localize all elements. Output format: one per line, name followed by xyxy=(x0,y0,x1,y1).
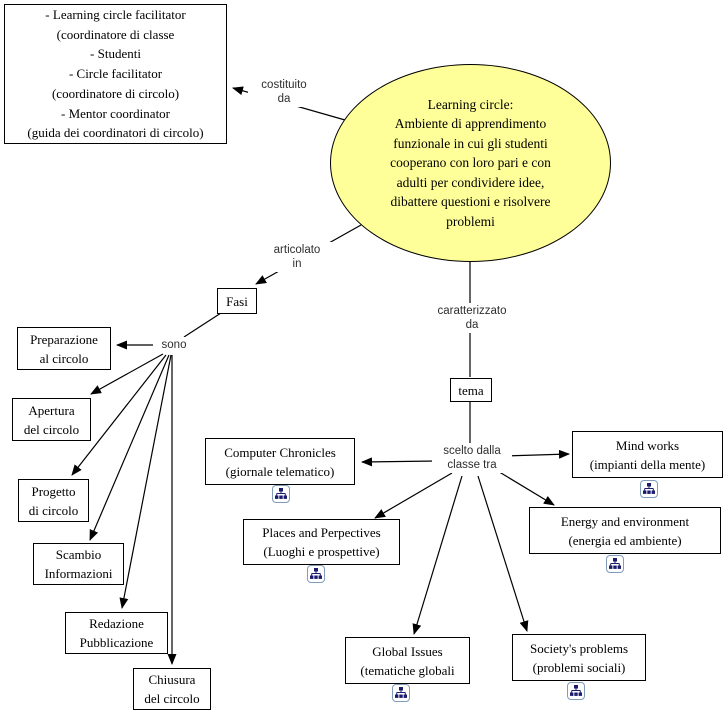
concept-text-line: - Circle facilitator xyxy=(68,66,163,82)
concept-redazione-pubblicazione[interactable]: Redazione Pubblicazione xyxy=(65,612,168,654)
concept-text-line: (guida dei coordinatori di circolo) xyxy=(27,125,204,141)
concept-global-issues[interactable]: Global Issues (tematiche globali xyxy=(345,637,470,684)
concept-text-line: (coordinatore di circolo) xyxy=(51,85,180,101)
concept-text-line: problemi xyxy=(446,213,495,229)
resource-link-icon[interactable] xyxy=(392,684,410,702)
resource-link-icon[interactable] xyxy=(307,565,325,583)
concept-text-line: dibattere questioni e risolvere xyxy=(390,194,551,210)
concept-societys-problems[interactable]: Society's problems (problemi sociali) xyxy=(512,634,646,681)
concept-chiusura-del-circolo[interactable]: Chiusura del circolo xyxy=(133,668,211,710)
concept-text-line: funzionale in cui gli studenti xyxy=(393,135,548,151)
resource-link-icon[interactable] xyxy=(272,485,290,503)
concept-energy-and-environment[interactable]: Energy and environment (energia ed ambiente) xyxy=(529,507,721,554)
concept-mind-works[interactable]: Mind works (impianti della mente) xyxy=(572,431,723,478)
resource-link-icon[interactable] xyxy=(640,480,658,498)
concept-text-line: - Mentor coordinator xyxy=(60,105,171,121)
resource-link-icon[interactable] xyxy=(606,555,624,573)
concept-tema[interactable]: tema xyxy=(450,378,492,402)
concept-text-line: cooperano con loro pari e con xyxy=(390,155,551,171)
concept-places-and-perpectives[interactable]: Places and Perpectives (Luoghi e prospettive) xyxy=(243,519,400,565)
concept-learning-circle[interactable] xyxy=(330,64,611,262)
concept-fasi[interactable]: Fasi xyxy=(217,288,257,314)
resource-link-icon[interactable] xyxy=(567,682,585,700)
link-sono[interactable]: sono xyxy=(153,337,195,353)
concept-text-line: Ambiente di apprendimento xyxy=(394,116,547,132)
concept-apertura-del-circolo[interactable]: Apertura del circolo xyxy=(12,398,91,441)
concept-text-line: (coordinatore di classe xyxy=(56,26,175,42)
concept-text-line: - Learning circle facilitator xyxy=(45,7,186,23)
concept-members[interactable] xyxy=(4,4,227,144)
concept-preparazione-al-circolo[interactable]: Preparazione al circolo xyxy=(17,327,111,370)
concept-text-line: adulti per condividere idee, xyxy=(396,174,545,190)
concept-progetto-di-circolo[interactable]: Progetto di circolo xyxy=(18,479,89,522)
concept-text-line: Learning circle: xyxy=(427,96,514,112)
concept-scambio-informazioni[interactable]: Scambio Informazioni xyxy=(33,543,124,585)
link-caratterizzato-da[interactable]: caratterizzato da xyxy=(430,303,514,333)
concept-computer-chronicles[interactable]: Computer Chronicles (giornale telematico) xyxy=(205,438,355,485)
link-costituito-da[interactable]: costituito da xyxy=(248,77,320,107)
link-articolato-in[interactable]: articolato in xyxy=(262,242,332,272)
link-scelto-dalla-classe-tra[interactable]: scelto dalla classe tra xyxy=(432,443,512,473)
concept-text-line: - Studenti xyxy=(90,46,141,62)
